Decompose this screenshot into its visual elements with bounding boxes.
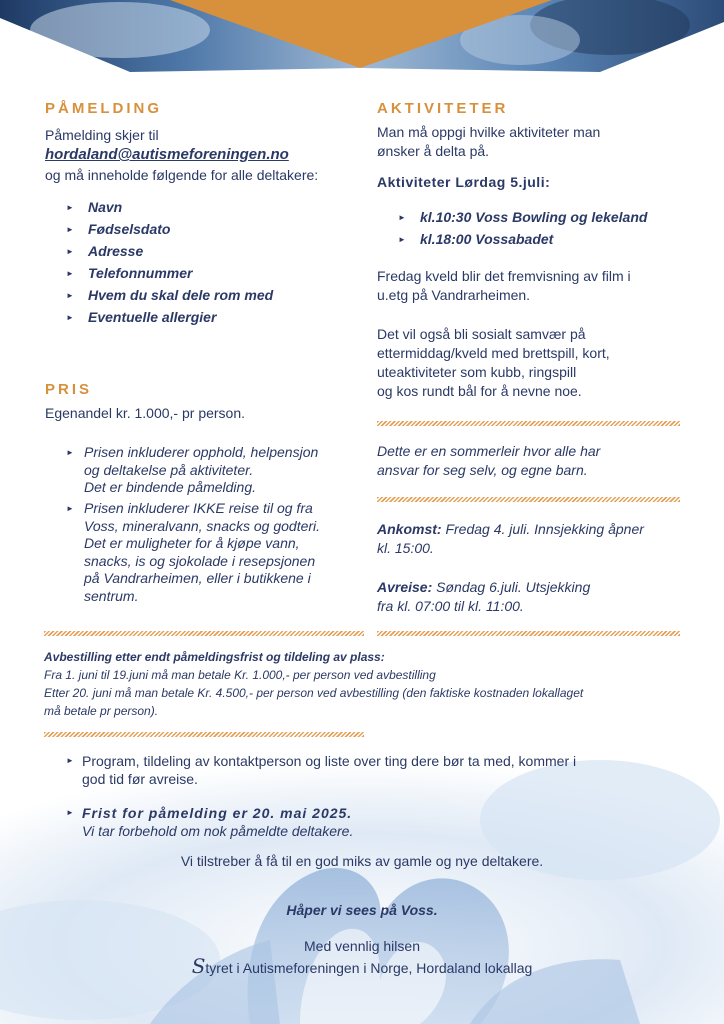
pamelding-heading: PÅMELDING: [45, 100, 162, 117]
activities-list: [398, 208, 647, 252]
list-item: [66, 242, 273, 264]
pamelding-intro: Påmelding skjer til: [45, 127, 159, 143]
list-item: [66, 264, 273, 286]
avbestilling-line: Fra 1. juni til 19.juni må man betale Kr. 1.000,- per person ved avbestilling: [44, 668, 436, 682]
avbestilling-title: Avbestilling etter endt påmeldingsfrist og tildeling av plass:: [44, 650, 385, 664]
frist-text: Frist for påmelding er 20. mai 2025.: [82, 805, 353, 821]
pamelding-outro: og må inneholde følgende for alle deltakere:: [45, 167, 319, 183]
tilstreber-text: Vi tilstreber å få til en god miks av gamle og nye deltakere.: [180, 853, 544, 869]
intro-line: ønsker å delta på.: [377, 143, 490, 159]
text-line: uteaktiviteter som kubb, ringspill: [377, 364, 577, 380]
pris-heading: PRIS: [45, 381, 93, 398]
divider: [377, 421, 680, 426]
text-line: Dette er en sommerleir hvor alle har: [377, 443, 601, 459]
triangle-bullet-icon: ►: [66, 291, 74, 300]
aktiviteter-subheading: Aktiviteter Lørdag 5.juli:: [377, 174, 551, 190]
triangle-bullet-icon: ►: [66, 756, 74, 765]
list-item-label: Adresse: [88, 243, 144, 259]
intro-line: Man må oppgi hvilke aktiviteter man: [377, 124, 601, 140]
pris-line: på Vandrarheimen, eller i butikkene i: [84, 570, 311, 586]
text-line: god tid før avreise.: [82, 771, 198, 787]
list-item-label: Navn: [88, 199, 123, 215]
signature: [0, 954, 724, 978]
avbestilling-line: må betale pr person).: [44, 704, 159, 718]
avbestilling-section: [44, 648, 689, 720]
signature-text: tyret i Autismeforeningen i Norge, Hordaland lokallag: [205, 960, 533, 976]
triangle-bullet-icon: ►: [66, 313, 74, 322]
triangle-bullet-icon: ►: [66, 504, 74, 513]
avreise-label: Avreise:: [377, 579, 433, 595]
text-line: Fredag kveld blir det fremvisning av film i: [377, 268, 631, 284]
pris-line: snacks, is og sjokolade i resepsjonen: [84, 552, 316, 569]
list-item-label: kl.18:00 Vossabadet: [420, 231, 554, 247]
pris-bullet-1: [66, 444, 366, 497]
pris-bullet-2: [66, 500, 366, 605]
text-line: ettermiddag/kveld med brettspill, kort,: [377, 345, 610, 361]
ankomst-label: Ankomst:: [377, 521, 442, 537]
pris-line: og deltakelse på aktiviteter.: [84, 461, 254, 478]
header-graphic: [0, 0, 724, 72]
background-hands-image: [0, 760, 724, 1024]
avreise-text: [377, 578, 590, 616]
sosialt-text: [377, 325, 610, 401]
list-item: [66, 308, 273, 330]
avreise-value: Søndag 6.juli. Utsjekking: [432, 579, 591, 595]
haper-text: Håper vi sees på Voss.: [286, 902, 438, 918]
pris-line: sentrum.: [84, 587, 139, 604]
list-item: [398, 208, 647, 230]
ankomst-value-2: kl. 15:00.: [377, 540, 434, 556]
triangle-bullet-icon: ►: [398, 213, 406, 222]
sommerleir-text: [377, 442, 600, 480]
aktiviteter-intro: [377, 123, 600, 161]
header-photo: [0, 0, 724, 72]
triangle-bullet-icon: ►: [66, 247, 74, 256]
divider: [44, 732, 364, 737]
triangle-bullet-icon: ►: [66, 225, 74, 234]
list-item-label: Eventuelle allergier: [88, 309, 217, 325]
pris-line: Det er muligheter for å kjøpe vann,: [84, 535, 300, 551]
hands-heart-graphic: [0, 760, 724, 1024]
pris-line: Voss, mineralvann, snacks og godteri.: [84, 517, 321, 534]
text-line: Det vil også bli sosialt samvær på: [377, 326, 586, 342]
avreise-value-2: fra kl. 07:00 til kl. 11:00.: [377, 598, 524, 614]
list-item-label: kl.10:30 Voss Bowling og lekeland: [420, 209, 648, 225]
ankomst-value: Fredag 4. juli. Innsjekking åpner: [441, 521, 644, 537]
divider: [377, 631, 680, 636]
list-item-label: Hvem du skal dele rom med: [88, 287, 274, 303]
list-item: [66, 220, 273, 242]
avbestilling-line: Etter 20. juni må man betale Kr. 4.500,- per person ved avbestilling (den faktiske kostnaden lokallaget: [44, 686, 584, 700]
signature-initial: S: [191, 954, 206, 978]
hilsen-text: Med vennlig hilsen: [304, 938, 420, 954]
pris-line: Prisen inkluderer opphold, helpensjon: [84, 444, 319, 460]
triangle-bullet-icon: ►: [66, 203, 74, 212]
pris-line: Det er bindende påmelding.: [84, 479, 257, 495]
triangle-bullet-icon: ►: [398, 235, 406, 244]
list-item: [66, 286, 273, 308]
egenandel-text: Egenandel kr. 1.000,- pr person.: [45, 405, 246, 421]
list-item: [66, 198, 273, 220]
aktiviteter-heading: AKTIVITETER: [377, 100, 509, 117]
ankomst-text: [377, 520, 644, 558]
text-line: u.etg på Vandrarheimen.: [377, 287, 531, 303]
email-link[interactable]: hordaland@autismeforeningen.no: [45, 146, 289, 163]
list-item: [398, 230, 647, 252]
divider: [44, 631, 364, 636]
divider: [377, 497, 680, 502]
text-line: Program, tildeling av kontaktperson og liste over ting dere bør ta med, kommer i: [82, 753, 577, 769]
required-info-list: [66, 198, 273, 330]
fredag-text: [377, 267, 631, 305]
list-item-label: Fødselsdato: [88, 221, 171, 237]
triangle-bullet-icon: ►: [66, 808, 74, 817]
text-line: ansvar for seg selv, og egne barn.: [377, 462, 588, 478]
pris-line: Prisen inkluderer IKKE reise til og fra: [84, 500, 313, 516]
triangle-bullet-icon: ►: [66, 269, 74, 278]
frist-bullet: [66, 804, 686, 840]
triangle-bullet-icon: ►: [66, 448, 74, 457]
program-bullet: [66, 752, 686, 788]
list-item-label: Telefonnummer: [88, 265, 193, 281]
forbehold-text: Vi tar forbehold om nok påmeldte deltakere.: [82, 823, 354, 839]
text-line: og kos rundt bål for å nevne noe.: [377, 383, 582, 399]
